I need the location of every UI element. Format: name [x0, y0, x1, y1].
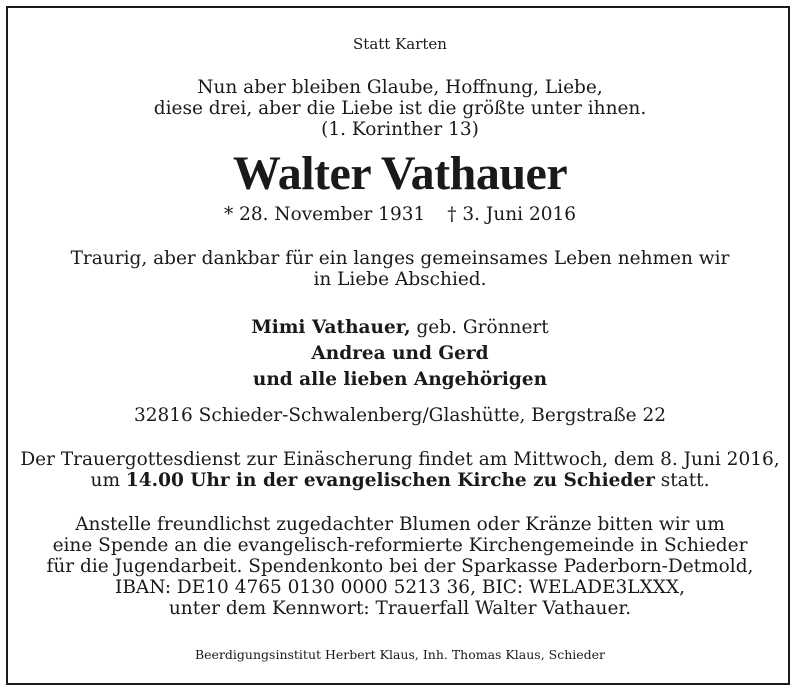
- service-time-place: 14.00 Uhr in der evangelischen Kirche zu Schieder: [125, 470, 655, 491]
- life-dates: [0, 204, 800, 225]
- mourner-line: Andrea und Gerd: [311, 343, 489, 364]
- donation-line: für die Jugendarbeit. Spendenkonto bei der Sparkasse Paderborn-Detmold,: [46, 556, 754, 577]
- donation-bank: IBAN: DE10 4765 0130 0000 5213 36, BIC: WELADE3LXXX,: [115, 577, 685, 598]
- verse-line: Nun aber bleiben Glaube, Hoffnung, Liebe,: [197, 77, 603, 98]
- deceased-name: Walter Vathauer: [232, 147, 568, 200]
- service-info: [0, 449, 800, 491]
- message-line: in Liebe Abschied.: [313, 269, 487, 290]
- donation-line: Anstelle freundlichst zugedachter Blumen oder Kränze bitten wir um: [75, 514, 725, 535]
- mourners: [0, 315, 800, 393]
- message-line: Traurig, aber dankbar für ein langes gemeinsames Leben nehmen wir: [70, 248, 730, 269]
- donation-request: [0, 514, 800, 619]
- death-date: † 3. Juni 2016: [447, 204, 577, 225]
- service-line: um 14.00 Uhr in der evangelischen Kirche zu Schieder statt.: [90, 470, 710, 491]
- funeral-home: Beerdigungsinstitut Herbert Klaus, Inh. Thomas Klaus, Schieder: [194, 647, 606, 662]
- mourner-maiden: geb. Grönnert: [410, 317, 549, 338]
- mourner-line: [0, 315, 800, 341]
- statt-karten-label: Statt Karten: [353, 35, 447, 53]
- service-line: Der Trauergottesdienst zur Einäscherung findet am Mittwoch, dem 8. Juni 2016,: [20, 449, 780, 470]
- donation-line: unter dem Kennwort: Trauerfall Walter Vathauer.: [168, 598, 632, 619]
- farewell-message: [0, 248, 800, 290]
- donation-line: eine Spende an die evangelisch-reformierte Kirchengemeinde in Schieder: [52, 535, 748, 556]
- mourner-line: und alle lieben Angehörigen: [252, 369, 548, 390]
- address: 32816 Schieder-Schwalenberg/Glashütte, Bergstraße 22: [133, 405, 667, 426]
- mourner-name: Mimi Vathauer,: [251, 317, 411, 338]
- verse-reference: (1. Korinther 13): [321, 119, 479, 140]
- birth-date: * 28. November 1931: [223, 204, 426, 225]
- verse-line: diese drei, aber die Liebe ist die größte unter ihnen.: [153, 98, 647, 119]
- bible-verse: [0, 77, 800, 140]
